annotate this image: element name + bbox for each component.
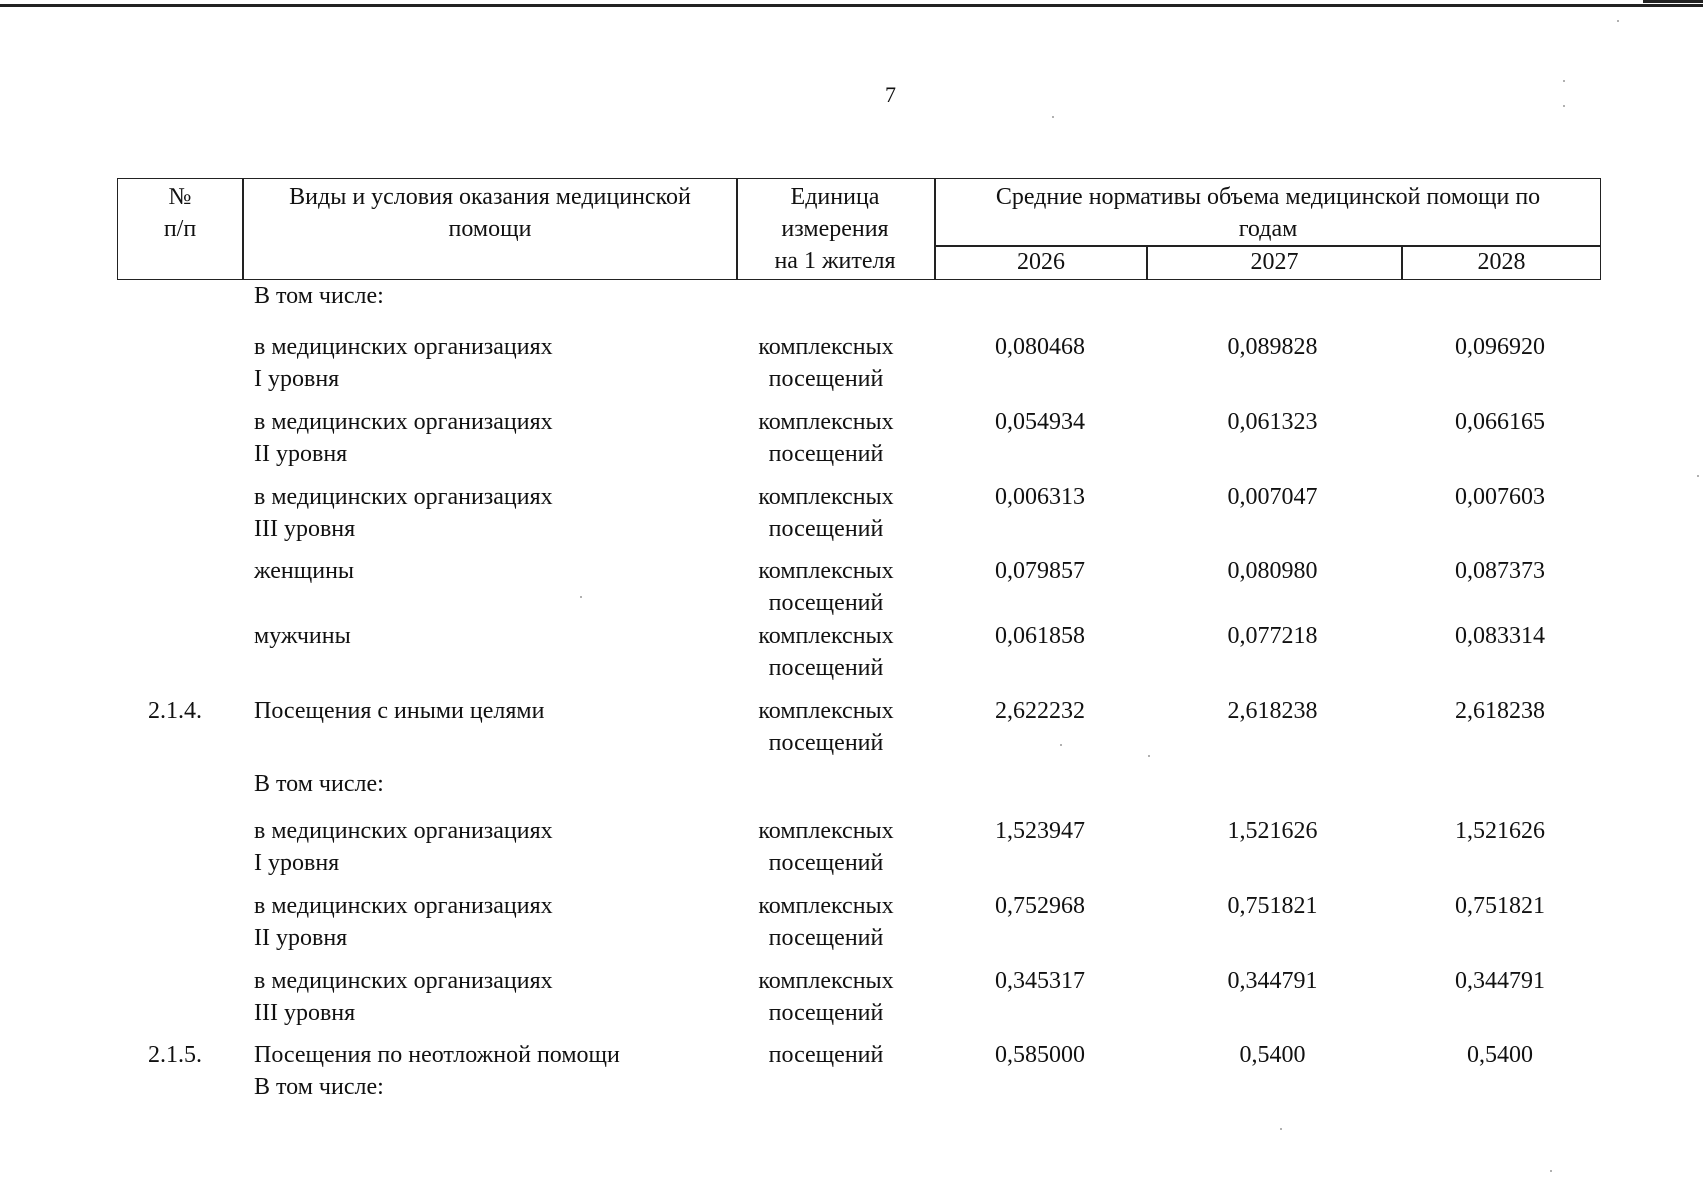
row-value-2027: 0,061323 xyxy=(1227,409,1318,435)
row-value-2028: 0,087373 xyxy=(1455,558,1545,584)
header-year-2028: 2028 xyxy=(1477,249,1526,275)
row-value-2026: 1,523947 xyxy=(995,818,1085,844)
row-name: в медицинских организациях II уровня xyxy=(254,409,553,467)
row-value-2026: 0,054934 xyxy=(995,409,1085,435)
row-value-2026: 0,079857 xyxy=(995,558,1085,584)
row-value-2027: 0,080980 xyxy=(1227,558,1318,584)
row-unit: комплексных посещений xyxy=(758,334,894,392)
scan-speck xyxy=(1697,475,1699,477)
scan-speck xyxy=(1563,105,1565,107)
row-name: в медицинских организациях III уровня xyxy=(254,968,553,1026)
row-name: женщины xyxy=(254,558,355,584)
row-name: в медицинских организациях II уровня xyxy=(254,893,553,951)
row-value-2027: 0,5400 xyxy=(1239,1042,1306,1068)
row-unit: комплексных посещений xyxy=(758,893,894,951)
scan-speck xyxy=(1550,1170,1552,1172)
header-year-2027: 2027 xyxy=(1250,249,1299,275)
row-name: в медицинских организациях I уровня xyxy=(254,334,553,392)
row-value-2027: 0,089828 xyxy=(1227,334,1318,360)
row-value-2028: 2,618238 xyxy=(1455,698,1545,724)
row-value-2027: 0,751821 xyxy=(1227,893,1318,919)
row-value-2027: 0,344791 xyxy=(1227,968,1318,994)
page-number: 7 xyxy=(885,82,896,107)
row-value-2026: 0,061858 xyxy=(995,623,1085,649)
row-value-2026: 0,080468 xyxy=(995,334,1085,360)
row-value-2028: 0,096920 xyxy=(1455,334,1545,360)
row-value-2028: 0,066165 xyxy=(1455,409,1545,435)
table-header xyxy=(117,178,1601,280)
scan-speck xyxy=(1148,755,1150,757)
row-unit: комплексных посещений xyxy=(758,484,894,542)
header-unit: Единица измерения на 1 жителя xyxy=(774,184,896,274)
row-unit: комплексных посещений xyxy=(758,818,894,876)
row-name: В том числе: xyxy=(254,283,384,309)
row-unit: комплексных посещений xyxy=(758,623,894,681)
row-value-2026: 0,752968 xyxy=(995,893,1085,919)
row-name: в медицинских организациях III уровня xyxy=(254,484,553,542)
row-name: Посещения по неотложной помощи В том числе: xyxy=(254,1042,620,1100)
row-value-2026: 2,622232 xyxy=(995,698,1085,724)
row-num: 2.1.4. xyxy=(148,698,202,724)
scan-speck xyxy=(1563,80,1565,82)
row-name: в медицинских организациях I уровня xyxy=(254,818,553,876)
header-year-2026: 2026 xyxy=(1017,249,1065,275)
row-name: мужчины xyxy=(254,623,351,649)
header-norms: Средние нормативы объема медицинской помощи по годам xyxy=(995,184,1541,242)
scan-speck xyxy=(1052,116,1054,118)
row-name: В том числе: xyxy=(254,771,384,797)
scan-speck xyxy=(1617,20,1619,22)
row-value-2026: 0,345317 xyxy=(995,968,1085,994)
row-unit: комплексных посещений xyxy=(758,968,894,1026)
row-value-2028: 1,521626 xyxy=(1455,818,1545,844)
row-value-2026: 0,006313 xyxy=(995,484,1085,510)
row-name: Посещения с иными целями xyxy=(254,698,545,724)
row-value-2027: 0,007047 xyxy=(1227,484,1318,510)
row-value-2028: 0,083314 xyxy=(1455,623,1545,649)
row-value-2027: 1,521626 xyxy=(1227,818,1318,844)
row-value-2028: 0,007603 xyxy=(1455,484,1545,510)
scan-top-border xyxy=(0,4,1703,7)
row-unit: комплексных посещений xyxy=(758,558,894,616)
row-value-2027: 0,077218 xyxy=(1227,623,1318,649)
scan-speck xyxy=(1060,744,1062,746)
row-unit: комплексных посещений xyxy=(758,698,894,756)
row-value-2028: 0,5400 xyxy=(1467,1042,1533,1068)
row-value-2027: 2,618238 xyxy=(1227,698,1318,724)
header-num: № п/п xyxy=(163,184,197,242)
row-num: 2.1.5. xyxy=(148,1042,202,1068)
scan-speck xyxy=(580,596,582,598)
row-value-2026: 0,585000 xyxy=(995,1042,1085,1068)
row-value-2028: 0,344791 xyxy=(1455,968,1545,994)
scan-top-border-right xyxy=(1643,0,1703,3)
row-unit: комплексных посещений xyxy=(758,409,894,467)
scan-speck xyxy=(1280,1128,1282,1130)
row-value-2028: 0,751821 xyxy=(1455,893,1545,919)
row-unit: посещений xyxy=(768,1042,884,1068)
header-name: Виды и условия оказания медицинской помощи xyxy=(289,184,691,242)
